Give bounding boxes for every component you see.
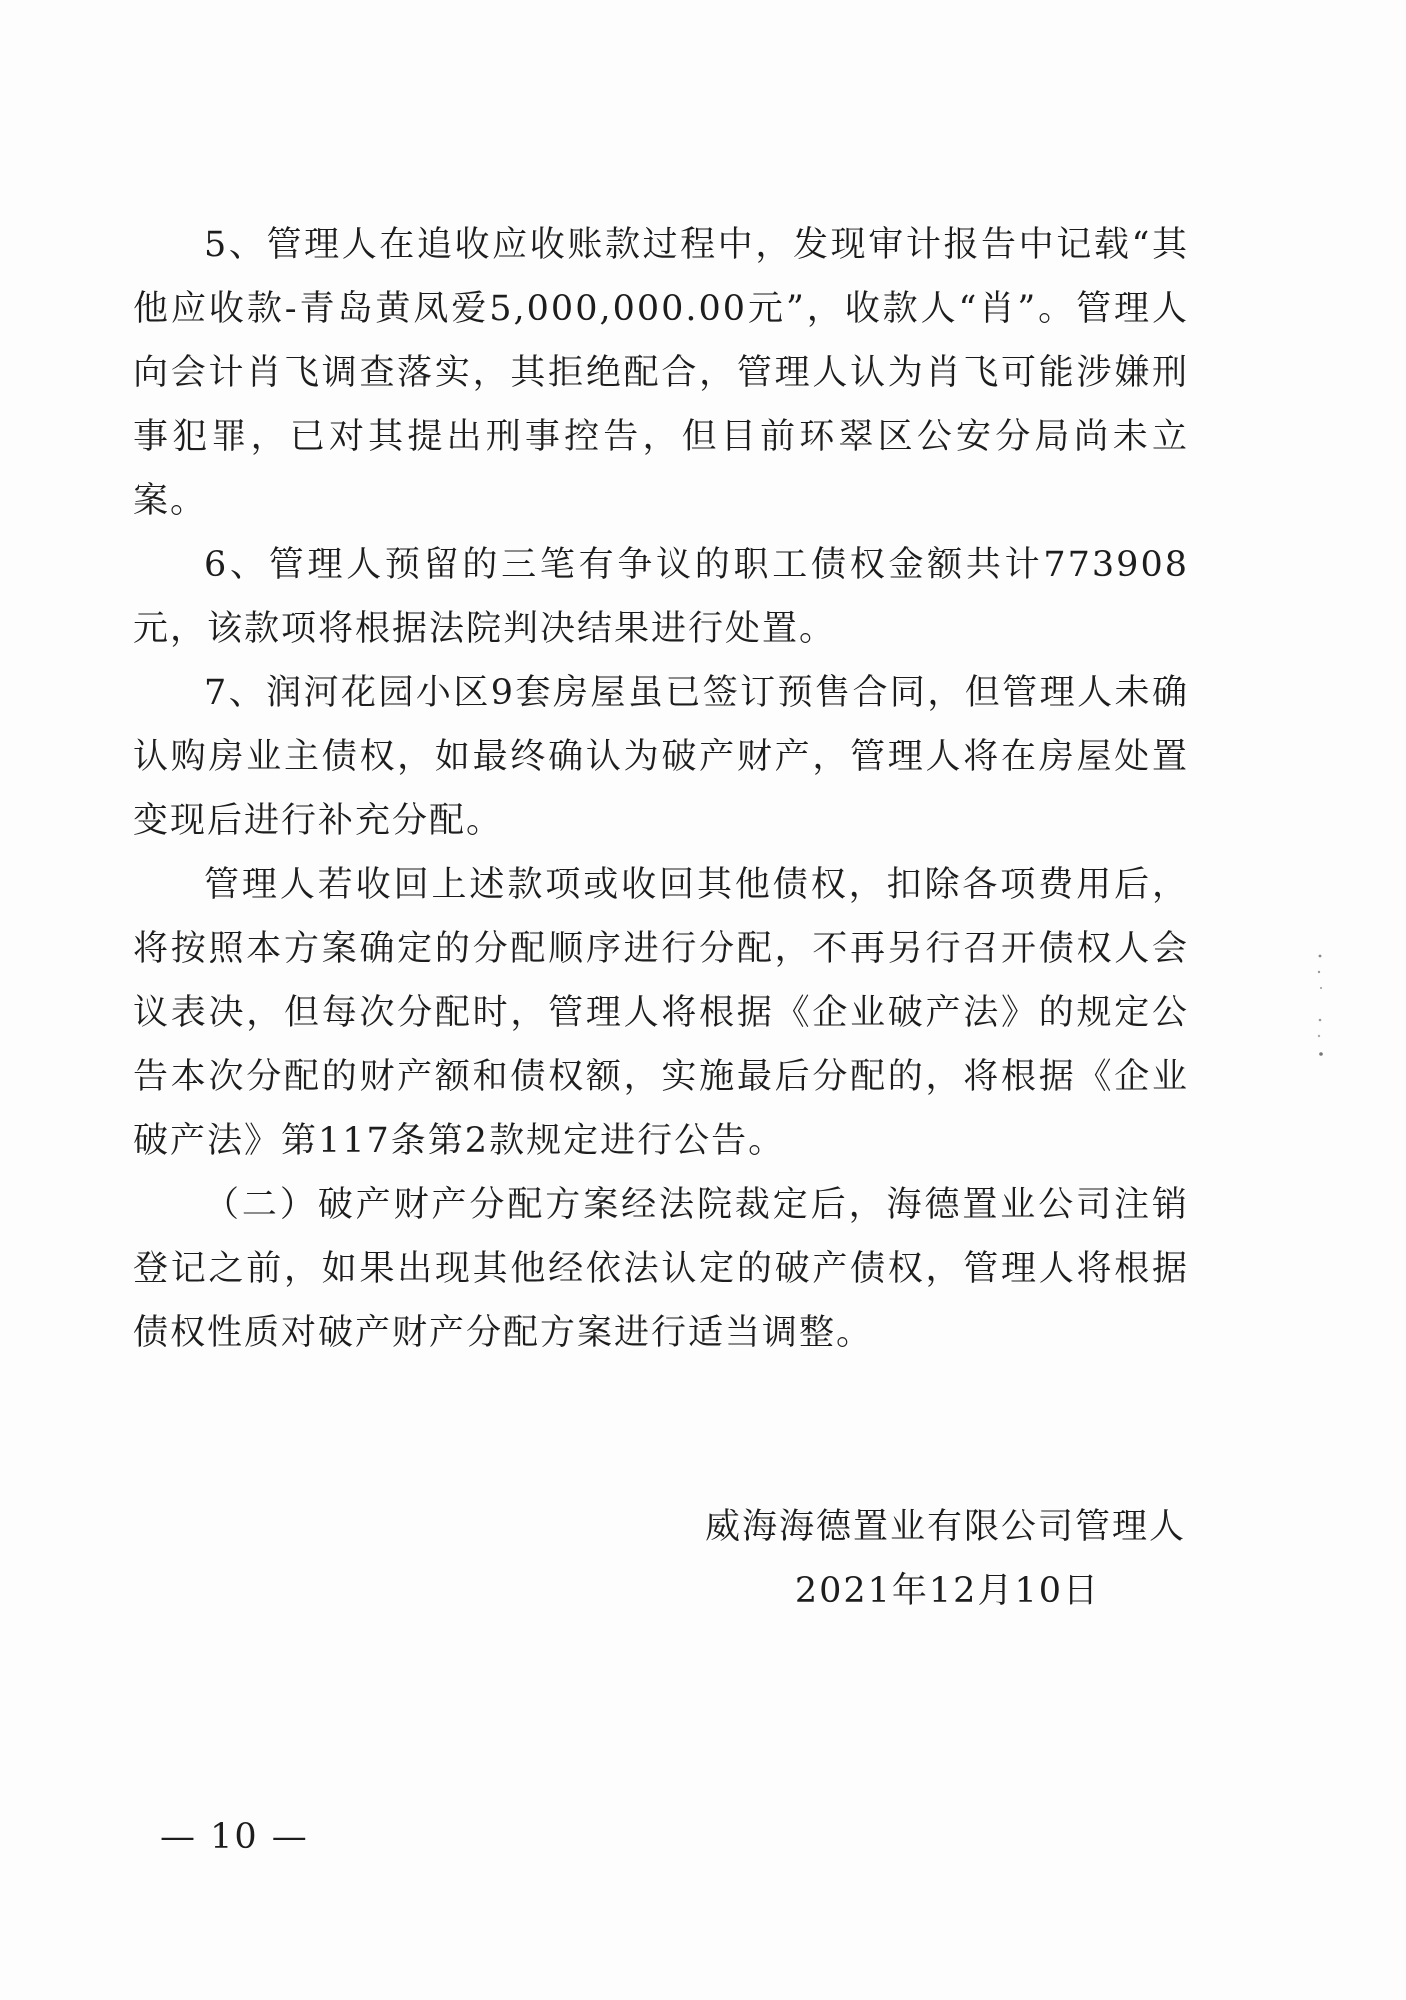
signature-block	[626, 1495, 1186, 1623]
signature-organization: 威海海德置业有限公司管理人	[704, 1507, 1186, 1547]
document-body	[133, 213, 1189, 1365]
paragraph-item-6: 6、管理人预留的三笔有争议的职工债权金额共计773908元，该款项将根据法院判决结果进行处置。	[133, 545, 1189, 649]
scan-margin-marks	[1310, 950, 1330, 1070]
signature-date: 2021年12月10日	[794, 1571, 1100, 1611]
paragraph-collection-note: 管理人若收回上述款项或收回其他债权，扣除各项费用后，将按照本方案确定的分配顺序进行分配，不再另行召开债权人会议表决，但每次分配时，管理人将根据《企业破产法》的规定公告本次分配的财产额和债权额，实施最后分配的，将根据《企业破产法》第117条第2款规定进行公告。	[133, 865, 1189, 1161]
paragraph-item-5: 5、管理人在追收应收账款过程中，发现审计报告中记载“其他应收款-青岛黄凤爱5,000,000.00元”，收款人“肖”。管理人向会计肖飞调查落实，其拒绝配合，管理人认为肖飞可能涉嫌刑事犯罪，已对其提出刑事控告，但目前环翠区公安分局尚未立案。	[133, 225, 1189, 521]
page-number: — 10 —	[160, 1817, 309, 1857]
paragraph-item-7: 7、润河花园小区9套房屋虽已签订预售合同，但管理人未确认购房业主债权，如最终确认为破产财产，管理人将在房屋处置变现后进行补充分配。	[133, 673, 1189, 841]
paragraph-section-two: （二）破产财产分配方案经法院裁定后，海德置业公司注销登记之前，如果出现其他经依法认定的破产债权，管理人将根据债权性质对破产财产分配方案进行适当调整。	[133, 1185, 1189, 1353]
